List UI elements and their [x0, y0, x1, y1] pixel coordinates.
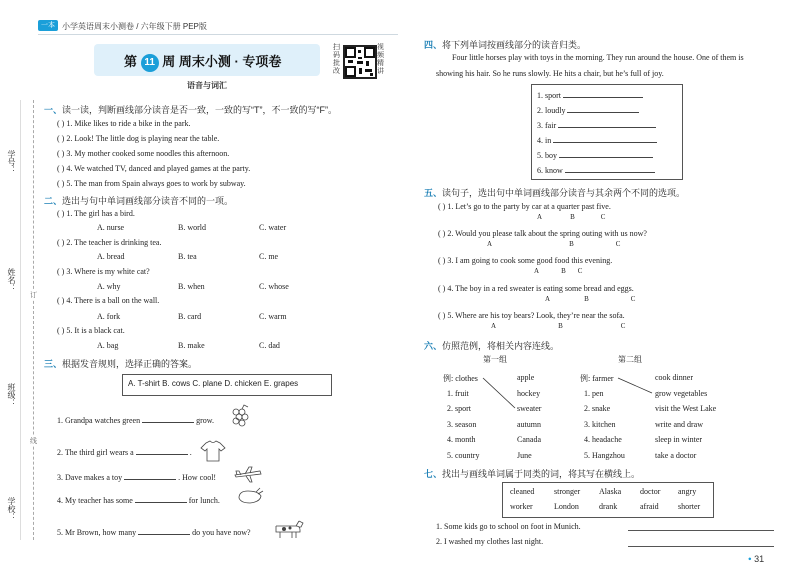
s2-q4-c[interactable]: C. warm: [259, 312, 287, 321]
s7-word-5: angry: [678, 487, 697, 496]
s7-word-9: afraid: [640, 502, 659, 511]
g1-right-4[interactable]: Canada: [517, 435, 541, 444]
s4-item-1: 1. sport: [537, 89, 643, 100]
s5-item-4: ( ) 4. The boy in a red sweater is eating some bread and eggs.: [438, 284, 634, 293]
g2-left-1[interactable]: 1. pen: [584, 389, 604, 398]
section-6-title: 六、仿照范例，将相关内容连线。: [424, 341, 560, 351]
section-4-title: 四、将下列单词按画线部分的读音归类。: [424, 40, 587, 50]
binding-mark-xian: 线: [30, 438, 37, 445]
section-3-title: 三、根据发音规则，选择正确的答案。: [44, 359, 198, 369]
s4-item-6: 6. know: [537, 164, 655, 175]
group-2-label: 第二组: [618, 355, 642, 364]
title-suffix: 周 周末小测 · 专项卷: [162, 54, 282, 69]
s5-item-5-letters: A B C: [491, 322, 626, 330]
s7-word-8: drank: [599, 502, 618, 511]
s1-item-5: ( ) 5. The man from Spain always goes to work by subway.: [57, 179, 246, 188]
g2-right-5[interactable]: take a doctor: [655, 451, 697, 460]
page-number: ● 31: [748, 554, 765, 564]
school-label: 学校：: [7, 497, 16, 521]
s7-item-2: 2. I washed my clothes last night.: [436, 537, 544, 546]
s7-word-1: cleaned: [510, 487, 535, 496]
s1-item-3: ( ) 3. My mother cooked some noodles this afternoon.: [57, 149, 230, 158]
g1-left-0[interactable]: 例: clothes: [443, 374, 478, 383]
g2-left-3[interactable]: 3. kitchen: [584, 420, 616, 429]
title-prefix: 第: [124, 54, 138, 69]
g1-left-1[interactable]: 1. fruit: [447, 389, 469, 398]
s1-item-2: ( ) 2. Look! The little dog is playing near the table.: [57, 134, 220, 143]
s7-blank-1[interactable]: [628, 530, 774, 531]
s4-item-4: 4. in: [537, 134, 657, 145]
s2-q3: ( ) 3. Where is my white cat?: [57, 267, 150, 276]
s4-passage-line-1: Four little horses play with toys in the morning. They run around the house. One of them is: [452, 53, 744, 62]
s2-q4-a[interactable]: A. fork: [97, 312, 121, 321]
s5-item-1-letters: A B C: [537, 213, 606, 221]
s7-word-10: shorter: [678, 502, 701, 511]
section-2-title: 二、选出与句中单词画线部分读音不同的一项。: [44, 196, 234, 206]
section-7-title: 七、找出与画线单词属于同类的词，将其写在横线上。: [424, 469, 641, 479]
s4-passage-line-2: showing his hair. So he runs slowly. He hits a chair, but he’s full of joy.: [436, 69, 664, 78]
group-1-label: 第一组: [483, 355, 507, 364]
g2-left-4[interactable]: 4. headache: [584, 435, 622, 444]
g2-right-2[interactable]: visit the West Lake: [655, 404, 717, 413]
s2-q2-c[interactable]: C. me: [259, 252, 279, 261]
s5-item-5: ( ) 5. Where are his toy bears? Look, they’re near the sofa.: [438, 311, 625, 320]
binding-mark-ding: 订: [30, 292, 37, 299]
g1-left-4[interactable]: 4. month: [447, 435, 476, 444]
qr-right-label: 视频精讲: [377, 44, 384, 75]
s2-q3-a[interactable]: A. why: [97, 282, 121, 291]
s5-item-2-letters: A B C: [487, 240, 621, 248]
section-5-title: 五、读句子，选出句中单词画线部分读音与其余两个不同的选项。: [424, 188, 686, 198]
class-label: 班级：: [7, 383, 16, 407]
g1-left-5[interactable]: 5. country: [447, 451, 480, 460]
g2-left-2[interactable]: 2. snake: [584, 404, 611, 413]
g1-right-3[interactable]: autumn: [517, 420, 541, 429]
g1-right-1[interactable]: hockey: [517, 389, 541, 398]
s4-item-3: 3. fair: [537, 119, 656, 130]
s2-q1-b[interactable]: B. world: [178, 223, 206, 232]
s7-item-1: 1. Some kids go to school on foot in Munich.: [436, 522, 581, 531]
s7-blank-2[interactable]: [628, 546, 774, 547]
g1-left-3[interactable]: 3. season: [447, 420, 477, 429]
s2-q5-b[interactable]: B. make: [178, 341, 205, 350]
subtitle: 语音与词汇: [187, 81, 227, 90]
s2-q5-a[interactable]: A. bag: [97, 341, 119, 350]
g1-right-0[interactable]: apple: [517, 373, 535, 382]
week-number-badge: 11: [141, 54, 159, 72]
s3-item-3: 3. Dave makes a toy . How cool!: [57, 473, 217, 482]
s5-item-4-letters: A B C: [545, 295, 636, 303]
header-badge: 一本: [38, 20, 58, 31]
series-title: 小学英语周末小测卷 / 六年级下册 PEP版: [62, 22, 207, 31]
s4-item-5: 5. boy: [537, 149, 653, 160]
s2-q1: ( ) 1. The girl has a bird.: [57, 209, 135, 218]
g2-left-5[interactable]: 5. Hangzhou: [584, 451, 625, 460]
qr-left-label: 扫码批改: [333, 44, 340, 75]
s3-item-4: 4. My teacher has some for lunch.: [57, 496, 220, 505]
s2-q5: ( ) 5. It is a black cat.: [57, 326, 125, 335]
s7-word-7: London: [554, 502, 579, 511]
s3-item-1: 1. Grandpa watches green grow.: [57, 416, 214, 425]
s5-item-3: ( ) 3. I am going to cook some good food this evening.: [438, 256, 613, 265]
page-dot-icon: ●: [748, 556, 752, 563]
section-1-title: 一、读一读，判断画线部分读音是否一致，一致的写“T”，不一致的写“F”。: [44, 105, 338, 115]
s2-q4-b[interactable]: B. card: [178, 312, 202, 321]
g2-right-4[interactable]: sleep in winter: [655, 435, 703, 444]
g1-right-5[interactable]: June: [517, 451, 532, 460]
g2-right-1[interactable]: grow vegetables: [655, 389, 708, 398]
s4-item-2: 2. loudly: [537, 104, 639, 115]
s5-item-2: ( ) 2. Would you please talk about the spring outing with us now?: [438, 229, 647, 238]
s1-item-4: ( ) 4. We watched TV, danced and played games at the party.: [57, 164, 251, 173]
g1-left-2[interactable]: 2. sport: [447, 404, 471, 413]
s2-q4: ( ) 4. There is a ball on the wall.: [57, 296, 160, 305]
s2-q3-c[interactable]: C. whose: [259, 282, 289, 291]
s2-q1-a[interactable]: A. nurse: [97, 223, 125, 232]
g2-right-3[interactable]: write and draw: [655, 420, 703, 429]
s7-word-6: worker: [510, 502, 533, 511]
s1-item-1: ( ) 1. Mike likes to ride a bike in the park.: [57, 119, 191, 128]
g2-left-0[interactable]: 例: farmer: [580, 374, 614, 383]
s3-item-2: 2. The third girl wears a .: [57, 448, 192, 457]
s7-word-4: doctor: [640, 487, 661, 496]
s2-q2-b[interactable]: B. tea: [178, 252, 197, 261]
s3-options: A. T-shirt B. cows C. plane D. chicken E. grapes: [128, 379, 299, 388]
s7-word-2: stronger: [554, 487, 581, 496]
s2-q5-c[interactable]: C. dad: [259, 341, 280, 350]
g2-right-0[interactable]: cook dinner: [655, 373, 693, 382]
s3-item-5: 5. Mr Brown, how many do you have now?: [57, 528, 251, 537]
s5-item-1: ( ) 1. Let’s go to the party by car at a quarter past five.: [438, 202, 611, 211]
g1-right-2[interactable]: sweater: [517, 404, 542, 413]
s2-q2-a[interactable]: A. bread: [97, 252, 125, 261]
s7-word-3: Alaska: [599, 487, 622, 496]
s5-item-3-letters: A B C: [534, 267, 583, 275]
s2-q3-b[interactable]: B. when: [178, 282, 205, 291]
s2-q1-c[interactable]: C. water: [259, 223, 287, 232]
s2-q2: ( ) 2. The teacher is drinking tea.: [57, 238, 162, 247]
student-number-label: 学号：: [7, 150, 16, 174]
name-label: 姓名：: [7, 268, 16, 292]
